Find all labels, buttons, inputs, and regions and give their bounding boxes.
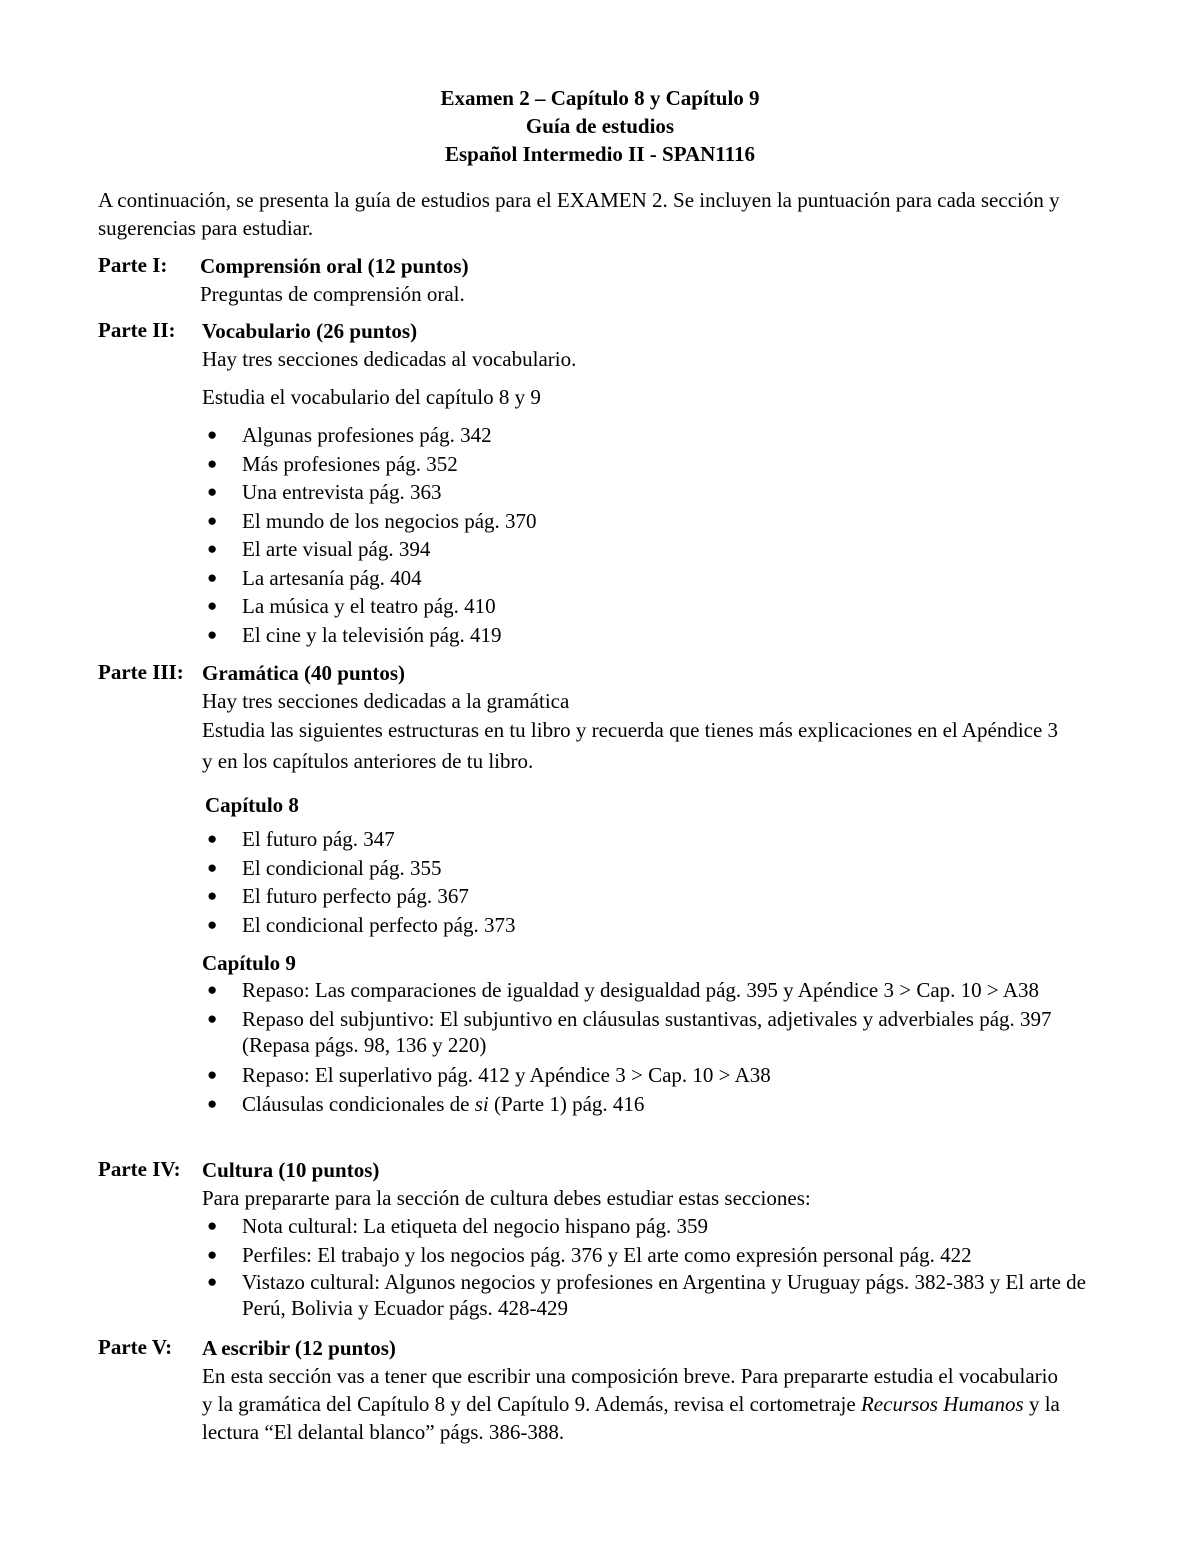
- bullet-icon: ●: [207, 980, 218, 999]
- bullet-icon: ●: [207, 1272, 218, 1291]
- section-title: Vocabulario (26 puntos): [202, 319, 418, 343]
- bullet-icon: ●: [207, 914, 218, 934]
- list-item: ● Repaso: Las comparaciones de igualdad y desigualdad pág. 395 y Apéndice 3 > Cap. 10 > A38: [207, 978, 1039, 1002]
- list-item: ● Cláusulas condicionales de si (Parte 1) pág. 416: [202, 1090, 1062, 1119]
- section-text: Estudia el vocabulario del capítulo 8 y 9: [202, 385, 541, 409]
- section-text: Hay tres secciones dedicadas al vocabulario.: [202, 347, 577, 371]
- list-item: ● El condicional perfecto pág. 373: [202, 911, 1112, 940]
- section-label: Parte V:: [98, 1335, 173, 1359]
- list-item: ● Algunas profesiones pág. 342: [202, 421, 1112, 450]
- section-text: Preguntas de comprensión oral.: [200, 282, 465, 306]
- section-body: [202, 659, 1112, 1118]
- list-item: ● La música y el teatro pág. 410: [202, 592, 1112, 621]
- list-item: ● Una entrevista pág. 363: [202, 478, 1112, 507]
- chapter-9-heading: Capítulo 9: [202, 951, 296, 975]
- list-item: ● El futuro perfecto pág. 367: [202, 882, 1112, 911]
- bullet-icon: ●: [207, 1093, 218, 1113]
- bullet-icon: ●: [207, 539, 218, 558]
- bullet-icon: ●: [207, 886, 218, 905]
- document-header: [0, 84, 1200, 168]
- bullet-icon: ●: [207, 829, 218, 848]
- section-title: Gramática (40 puntos): [202, 661, 405, 685]
- chapter-8-list: [202, 825, 1112, 939]
- list-item: ● Nota cultural: La etiqueta del negocio hispano pág. 359: [202, 1212, 1102, 1241]
- section-title: A escribir (12 puntos): [202, 1336, 396, 1360]
- section-body: [200, 252, 1110, 308]
- bullet-icon: ●: [207, 1065, 218, 1084]
- bullet-icon: ●: [207, 453, 218, 473]
- list-item: ● Vistazo cultural: Algunos negocios y profesiones en Argentina y Uruguay págs. 382-383 y El arte de Perú, Bolivia y Ecuador págs. 428-429: [207, 1270, 1086, 1320]
- section-text: Hay tres secciones dedicadas a la gramática: [202, 689, 570, 713]
- list-item: ● El condicional pág. 355: [202, 854, 1112, 883]
- bullet-icon: ●: [207, 567, 218, 587]
- section-body: [202, 317, 1112, 649]
- list-item: ● Más profesiones pág. 352: [202, 450, 1112, 479]
- bullet-icon: ●: [207, 1244, 218, 1264]
- chapter-8-heading: Capítulo 8: [205, 793, 299, 817]
- list-item: ● Perfiles: El trabajo y los negocios pág. 376 y El arte como expresión personal pág. 422: [202, 1241, 1102, 1270]
- section-text: En esta sección vas a tener que escribir una composición breve. Para prepararte estudia el vocabulario y la gramática del Capítulo 8 y del Capítulo 9. Además, revisa el cortometraje Recursos Humanos y la lectura “El delantal blanco” págs. 386-388.: [202, 1364, 1060, 1444]
- section-text: Para prepararte para la sección de cultura debes estudiar estas secciones:: [202, 1186, 811, 1210]
- guide-title: Guía de estudios: [525, 114, 675, 138]
- exam-title: Examen 2 – Capítulo 8 y Capítulo 9: [440, 86, 760, 110]
- course-title: Español Intermedio II - SPAN1116: [445, 142, 755, 166]
- section-label: Parte IV:: [98, 1157, 181, 1181]
- list-item: ● El mundo de los negocios pág. 370: [202, 507, 1112, 536]
- bullet-icon: ●: [207, 596, 218, 615]
- bullet-icon: ●: [207, 857, 218, 877]
- list-item: ● El futuro pág. 347: [202, 825, 1112, 854]
- section-body: [202, 1156, 1112, 1321]
- section-body: [202, 1334, 1062, 1446]
- bullet-icon: ●: [207, 482, 218, 501]
- list-item: ● La artesanía pág. 404: [202, 564, 1112, 593]
- bullet-icon: ●: [207, 1009, 218, 1028]
- culture-list: [202, 1212, 1102, 1321]
- bullet-icon: ●: [207, 510, 218, 530]
- section-label: Parte I:: [98, 253, 168, 277]
- intro-paragraph: A continuación, se presenta la guía de estudios para el EXAMEN 2. Se incluyen la puntuación para cada sección y sugerencias para estudiar.: [98, 188, 1060, 240]
- bullet-icon: ●: [207, 425, 218, 444]
- list-item: ● El arte visual pág. 394: [202, 535, 1112, 564]
- section-text: Estudia las siguientes estructuras en tu libro y recuerda que tienes más explicaciones en el Apéndice 3 y en los capítulos anteriores de tu libro.: [202, 718, 1059, 773]
- vocab-list: [202, 421, 1112, 649]
- section-label: Parte II:: [98, 318, 176, 342]
- section-label: Parte III:: [98, 660, 184, 684]
- bullet-icon: ●: [207, 1216, 218, 1235]
- list-item: ● Repaso: El superlativo pág. 412 y Apéndice 3 > Cap. 10 > A38: [202, 1061, 1062, 1090]
- section-title: Cultura (10 puntos): [202, 1158, 380, 1182]
- chapter-9-list: [202, 977, 1062, 1118]
- list-item: ● El cine y la televisión pág. 419: [202, 621, 1112, 650]
- bullet-icon: ●: [207, 624, 218, 644]
- list-item: ● Repaso del subjuntivo: El subjuntivo en cláusulas sustantivas, adjetivales y adverbiales pág. 397 (Repasa págs. 98, 136 y 220): [207, 1007, 1052, 1057]
- section-title: Comprensión oral (12 puntos): [200, 254, 469, 278]
